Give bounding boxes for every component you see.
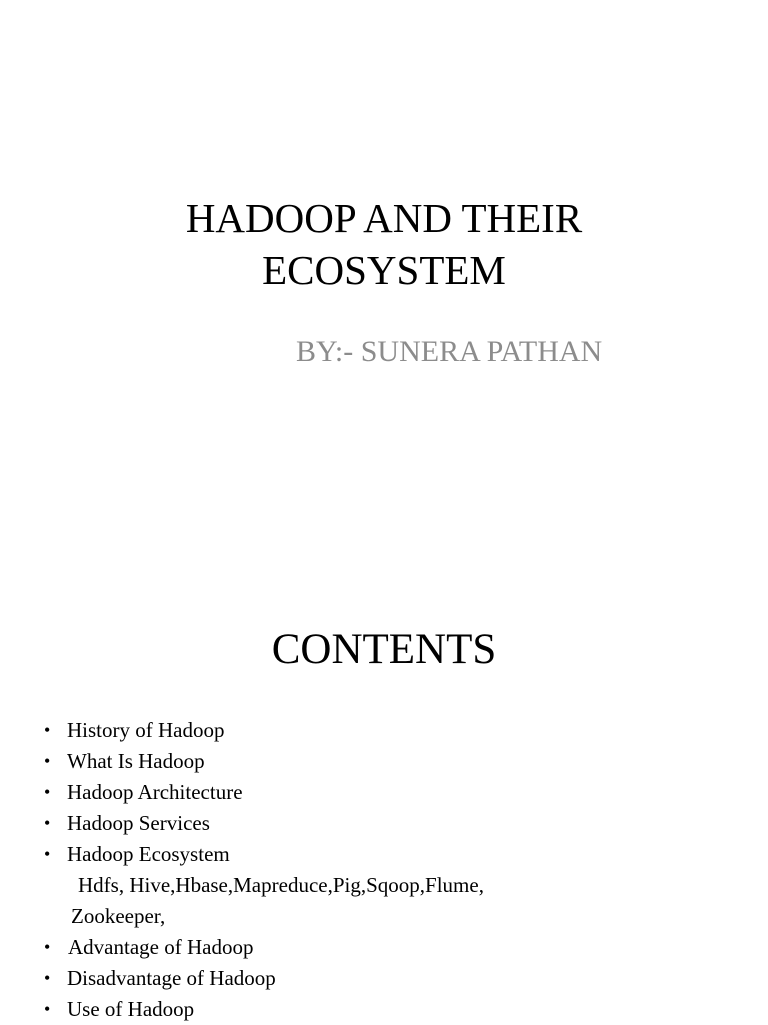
list-item: • Hadoop Architecture [44,777,484,808]
slide-title-line-2: ECOSYSTEM [262,247,506,293]
list-item-continuation: Zookeeper, [71,904,166,928]
contents-list [44,715,484,1025]
bullet-icon: • [44,720,51,740]
bullet-icon: • [44,844,51,864]
list-item: • History of Hadoop [44,715,484,746]
bullet-icon: • [44,937,51,957]
bullet-icon: • [44,782,51,802]
list-item-continuation: Hdfs, Hive,Hbase,Mapreduce,Pig,Sqoop,Flume, [78,873,484,897]
list-item: • Disadvantage of Hadoop [44,963,484,994]
bullet-icon: • [44,751,51,771]
list-item: • Advantage of Hadoop [44,932,484,963]
contents-slide [0,512,768,1024]
slide-title-line-1: HADOOP AND THEIR [185,195,583,241]
title-slide [0,0,768,512]
list-item: • Hadoop Services [44,808,484,839]
bullet-icon: • [44,999,51,1019]
list-item: • Hadoop Ecosystem [44,839,484,870]
bullet-icon: • [44,968,51,988]
slide-author: BY:- SUNERA PATHAN [296,335,603,368]
list-item: • What Is Hadoop [44,746,484,777]
slide-title [0,192,768,296]
bullet-icon: • [44,813,51,833]
contents-heading: CONTENTS [271,626,497,673]
list-item: • Use of Hadoop [44,994,484,1025]
